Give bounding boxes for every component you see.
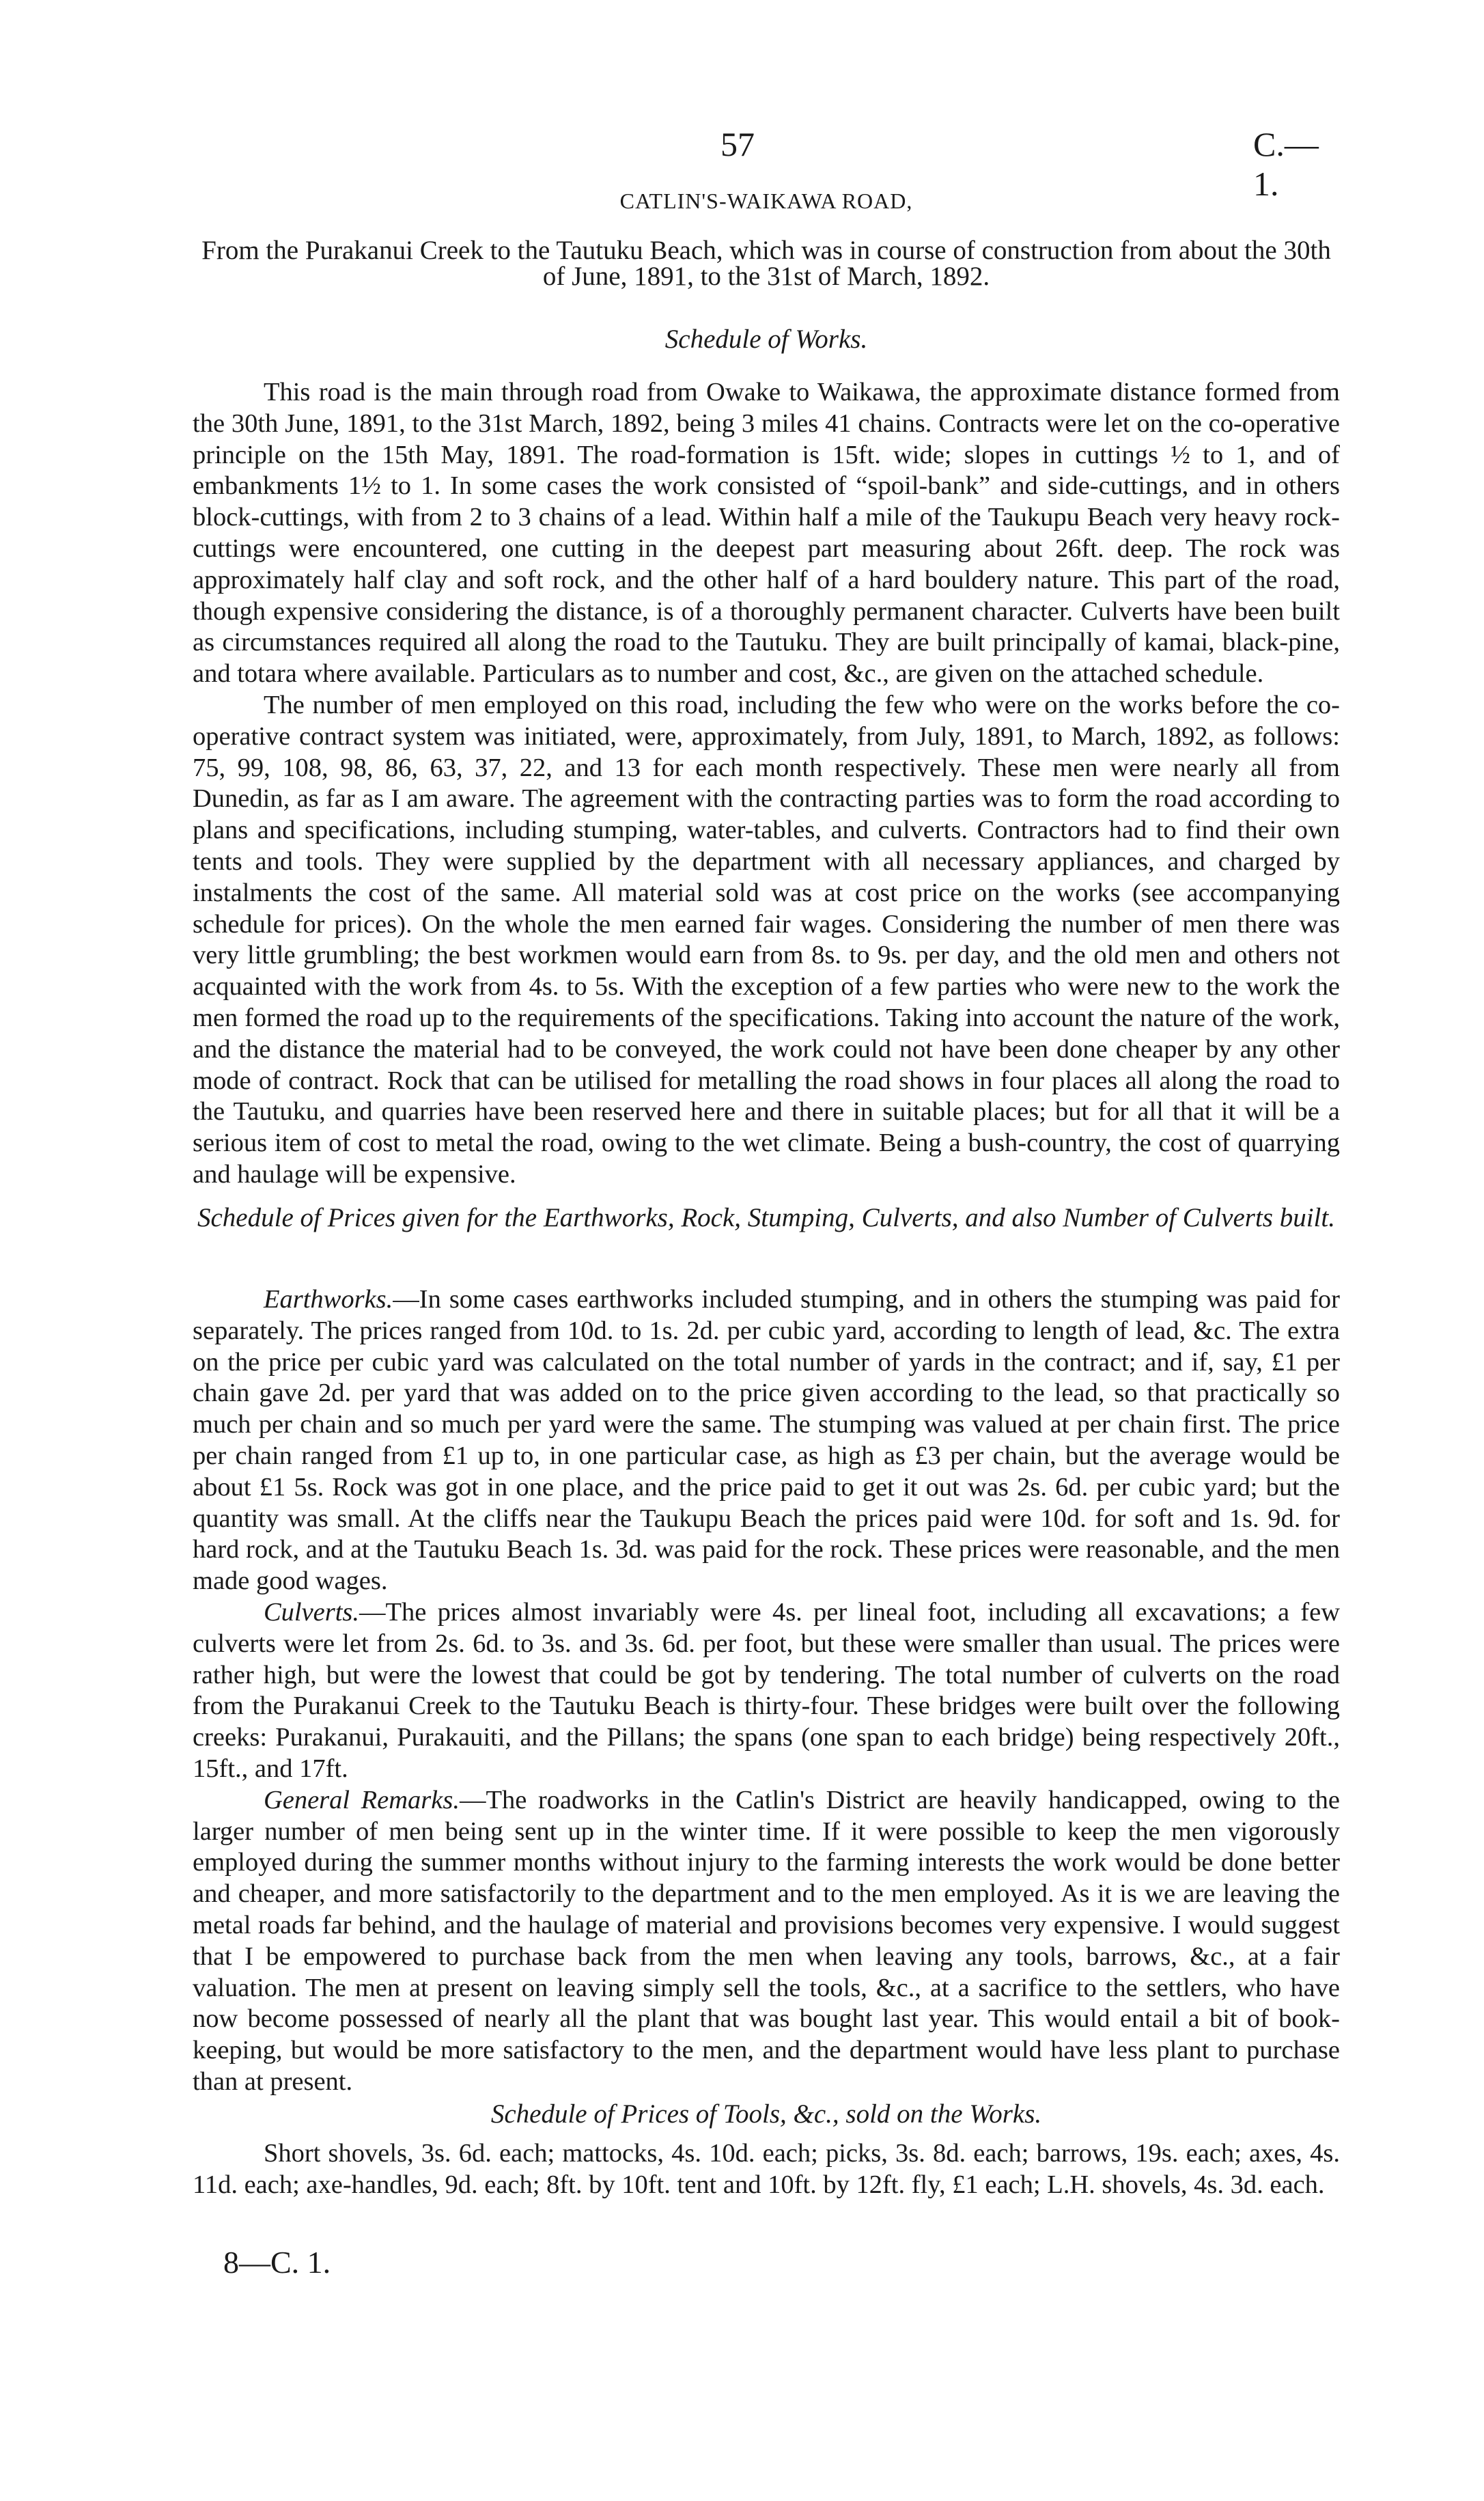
- schedule-of-prices-body: [193, 1284, 1340, 2098]
- section-text: —The prices almost invariably were 4s. per lineal foot, including all excavations; a few culverts were let from 2s. 6d. to 3s. and 3s. 6d. per foot, but these were smaller than usual. The prices were rather high, but were the lowest that could be got by tendering. The total number of culverts on the road from the Purakanui Creek to the Tautuku Beach is thirty-four. These bridges were built over the following creeks: Purakanui, Purakauiti, and the Pillans; the spans (one span to each bridge) being respectively 20ft., 15ft., and 17ft.: [193, 1597, 1340, 1783]
- schedule-of-prices-heading: Schedule of Prices given for the Earthworks, Rock, Stumping, Culverts, and also Number of Culverts built.: [197, 1203, 1335, 1232]
- section-text: —The roadworks in the Catlin's District are heavily handicapped, owing to the larger number of men being sent up in the winter time. If it were possible to keep the men vigorously employed during the summer months without injury to the farming interests the work would be done better and cheaper, and more satisfactorily to the department and to the men employed. As it is we are leaving the metal roads far behind, and the haulage of material and provisions becomes very expensive. I would suggest that I be empowered to purchase back from the men when leaving any tools, barrows, &c., at a fair valuation. The men at present on leaving simply sell the tools, &c., at a sacrifice to the settlers, who have now become possessed of nearly all the plant that was bought last year. This would entail a bit of book-keeping, but would be more satisfactory to the men, and the department would have less plant to purchase than at present.: [193, 1785, 1340, 2096]
- page-number: 57: [720, 125, 755, 163]
- section-label: Culverts.: [263, 1597, 360, 1627]
- schedule-of-works-body: [193, 377, 1340, 1191]
- paragraph-culverts: [193, 1597, 1340, 1785]
- footer-signature: 8—C. 1.: [223, 2245, 331, 2280]
- paragraph-general-remarks: [193, 1785, 1340, 2098]
- document-title: CATLIN'S-WAIKAWA ROAD,: [619, 189, 913, 213]
- document-subtitle: From the Purakanui Creek to the Tautuku Beach, which was in course of construction from about the 30th of June, 1891, to the 31st of March, 1892.: [201, 236, 1331, 291]
- schedule-of-tools-body: [193, 2138, 1340, 2201]
- paragraph: Short shovels, 3s. 6d. each; mattocks, 4s. 10d. each; picks, 3s. 8d. each; barrows, 19s. each; axes, 4s. 11d. each; axe-handles, 9d. each; 8ft. by 10ft. tent and 10ft. by 12ft. fly, £1 each; L.H. shovels, 4s. 3d. each.: [193, 2139, 1340, 2199]
- paragraph: This road is the main through road from Owake to Waikawa, the approximate distance formed from the 30th June, 1891, to the 31st March, 1892, being 3 miles 41 chains. Contracts were let on the co-operative principle on the 15th May, 1891. The road-formation is 15ft. wide; slopes in cuttings ½ to 1, and of embankments 1½ to 1. In some cases the work consisted of “spoil-bank” and side-cuttings, and in others block-cuttings, with from 2 to 3 chains of a lead. Within half a mile of the Taukupu Beach very heavy rock-cuttings were encountered, one cutting in the deepest part measuring about 26ft. deep. The rock was approximately half clay and soft rock, and the other half of a hard bouldery nature. This part of the road, though expensive considering the distance, is of a thoroughly permanent character. Culverts have been built as circumstances required all along the road to the Tautuku. They are built principally of kamai, black-pine, and totara where available. Particulars as to number and cost, &c., are given on the attached schedule.: [193, 378, 1340, 689]
- schedule-of-tools-heading: Schedule of Prices of Tools, &c., sold on the Works.: [490, 2099, 1042, 2129]
- schedule-of-works-heading: Schedule of Works.: [664, 324, 868, 354]
- document-reference: C.—1.: [1253, 125, 1319, 203]
- section-label: General Remarks.: [263, 1785, 460, 1814]
- paragraph: The number of men employed on this road, including the few who were on the works before the co-operative contract system was initiated, were, approximately, from July, 1891, to March, 1892, as follows: 75, 99, 108, 98, 86, 63, 37, 22, and 13 for each month respectively. These men were nearly all from Dunedin, as far as I am aware. The agreement with the contracting parties was to form the road according to plans and specifications, including stumping, water-tables, and culverts. Contractors had to find their own tents and tools. They were supplied by the department with all necessary appliances, and charged by instalments the cost of the same. All material sold was at cost price on the works (see accompanying schedule for prices). On the whole the men earned fair wages. Considering the number of men there was very little grumbling; the best workmen would earn from 8s. to 9s. per day, and the old men and others not acquainted with the work from 4s. to 5s. With the exception of a few parties who were new to the work the men formed the road up to the requirements of the specifications. Taking into account the nature of the work, and the distance the material had to be conveyed, the work could not have been done cheaper by any other mode of contract. Rock that can be utilised for metalling the road shows in four places all along the road to the Tautuku, and quarries have been reserved here and there in suitable places; but for all that it will be a serious item of cost to metal the road, owing to the wet climate. Being a bush-country, the cost of quarrying and haulage will be expensive.: [193, 690, 1340, 1189]
- section-label: Earthworks.: [263, 1285, 393, 1314]
- paragraph-earthworks: [193, 1284, 1340, 1597]
- section-text: —In some cases earthworks included stumping, and in others the stumping was paid for separately. The prices ranged from 10d. to 1s. 2d. per cubic yard, according to length of lead, &c. The extra on the price per cubic yard was calculated on the total number of yards in the contract; and if, say, £1 per chain gave 2d. per yard that was added on to the price given according to the lead, so that practically so much per chain and so much per yard were the same. The stumping was valued at per chain first. The price per chain ranged from £1 up to, in one particular case, as high as £3 per chain, but the average would be about £1 5s. Rock was got in one place, and the price paid to get it out was 2s. 6d. per cubic yard; but the quantity was small. At the cliffs near the Taukupu Beach the prices paid were 10d. for soft and 1s. 9d. for hard rock, and at the Tautuku Beach 1s. 3d. was paid for the rock. These prices were reasonable, and the men made good wages.: [193, 1285, 1340, 1596]
